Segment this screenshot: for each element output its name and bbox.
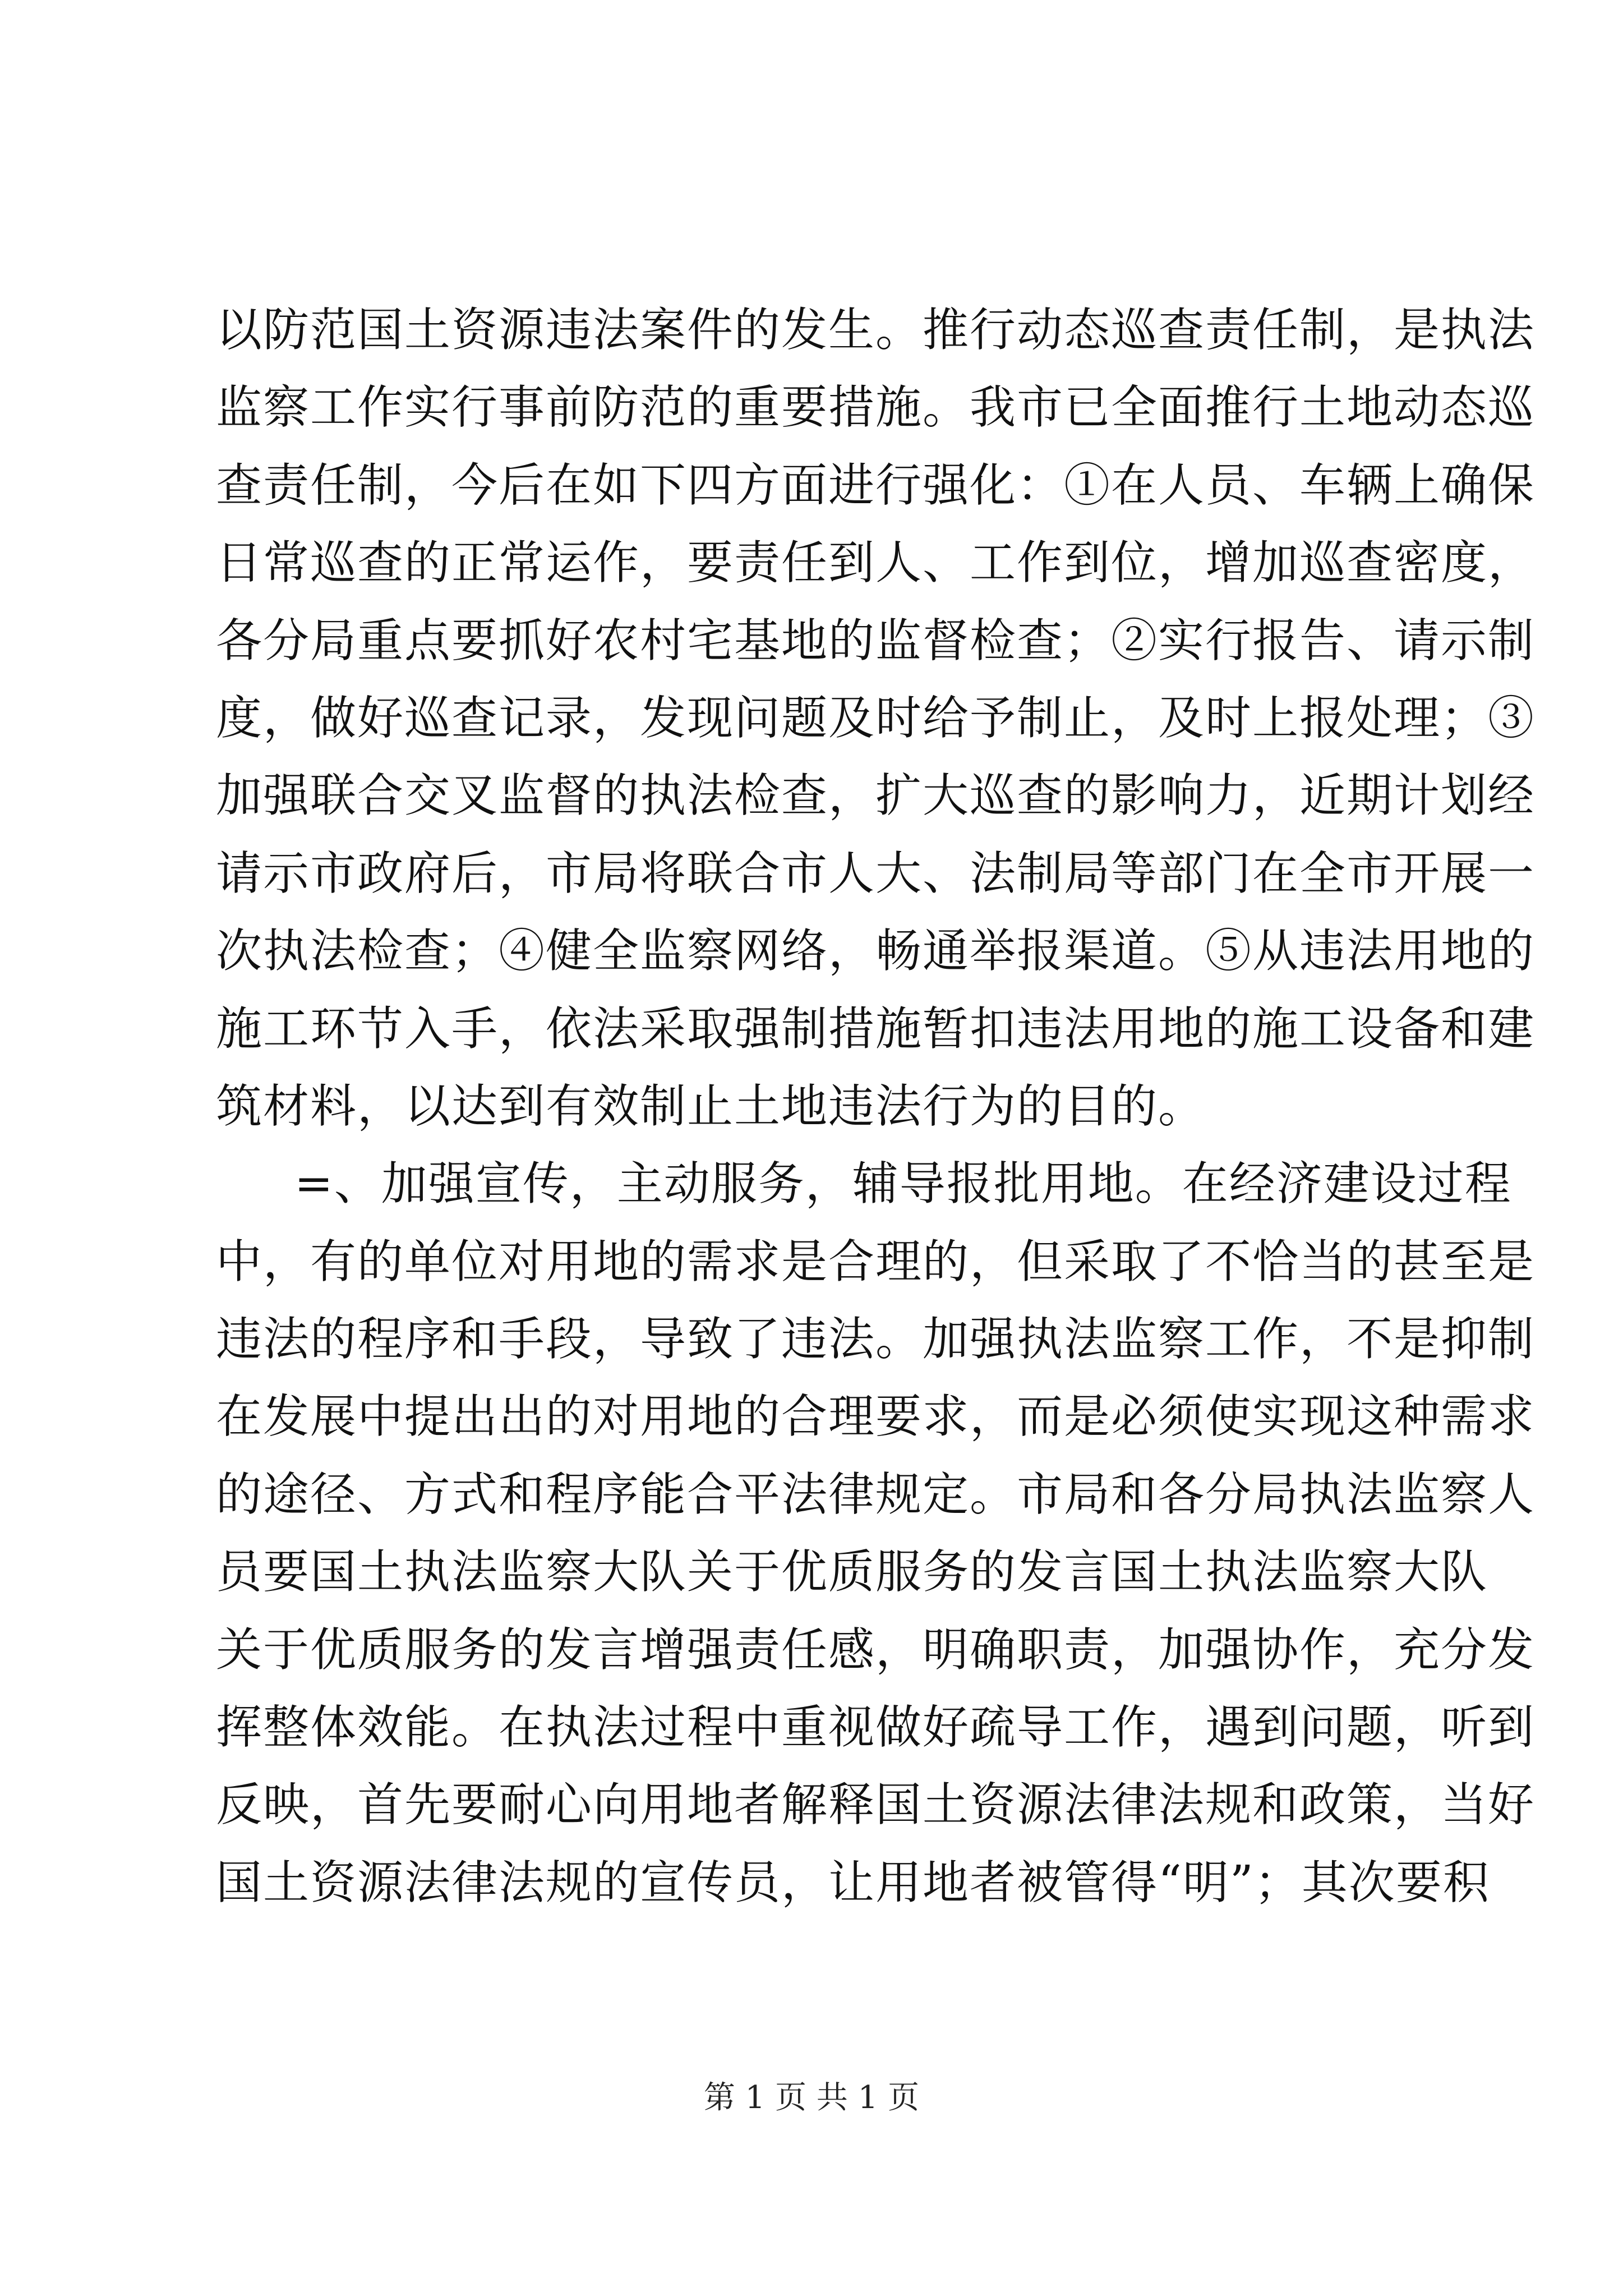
text-line: 反映，首先要耐心向用地者解释国土资源法律法规和政策，当好 [216,1778,1536,1832]
text-line: 各分局重点要抓好农村宅基地的监督检查；②实行报告、请示制 [216,614,1536,668]
text-line: 度，做好巡查记录，发现问题及时给予制止，及时上报处理；③ [216,691,1536,745]
text-line: 以防范国土资源违法案件的发生。推行动态巡查责任制，是执法 [216,303,1536,357]
text-line: 日常巡查的正常运作，要责任到人、工作到位，增加巡查密度， [216,536,1536,590]
text-line: 员要国土执法监察大队关于优质服务的发言国土执法监察大队 [216,1545,1488,1599]
page-number-label: 第 1 页 共 1 页 [703,2079,920,2116]
text-line: 的途径、方式和程序能合平法律规定。市局和各分局执法监察人 [216,1467,1536,1521]
page-footer [0,2076,1623,2120]
text-line: 挥整体效能。在执法过程中重视做好疏导工作，遇到问题，听到 [216,1701,1536,1755]
text-line: 筑材料，以达到有效制止土地违法行为的目的。 [216,1079,1206,1133]
text-line: 查责任制，今后在如下四方面进行强化：①在人员、车辆上确保 [216,458,1536,512]
document-body [216,292,1536,1922]
text-line: 次执法检查；④健全监察网络，畅通举报渠道。⑤从违法用地的 [216,924,1536,978]
text-line: 违法的程序和手段，导致了违法。加强执法监察工作，不是抑制 [216,1313,1536,1366]
text-line: 加强联合交叉监督的执法检查，扩大巡查的影响力，近期计划经 [216,769,1536,823]
paragraph-start-line: =、加强宣传，主动服务，辅导报批用地。在经济建设过程 [294,1157,1512,1211]
text-line: 中，有的单位对用地的需求是合理的，但采取了不恰当的甚至是 [216,1235,1536,1289]
text-line: 监察工作实行事前防范的重要措施。我市已全面推行土地动态巡 [216,381,1536,435]
text-line: 关于优质服务的发言增强责任感，明确职责，加强协作，充分发 [216,1623,1536,1677]
text-line: 在发展中提出出的对用地的合理要求，而是必须使实现这种需求 [216,1390,1536,1444]
text-line: 请示市政府后，市局将联合市人大、法制局等部门在全市开展一 [216,846,1536,900]
text-line: 施工环节入手，依法采取强制措施暂扣违法用地的施工设备和建 [216,1002,1536,1056]
text-line: 国土资源法律法规的宣传员，让用地者被管得“明”；其次要积 [216,1856,1490,1910]
